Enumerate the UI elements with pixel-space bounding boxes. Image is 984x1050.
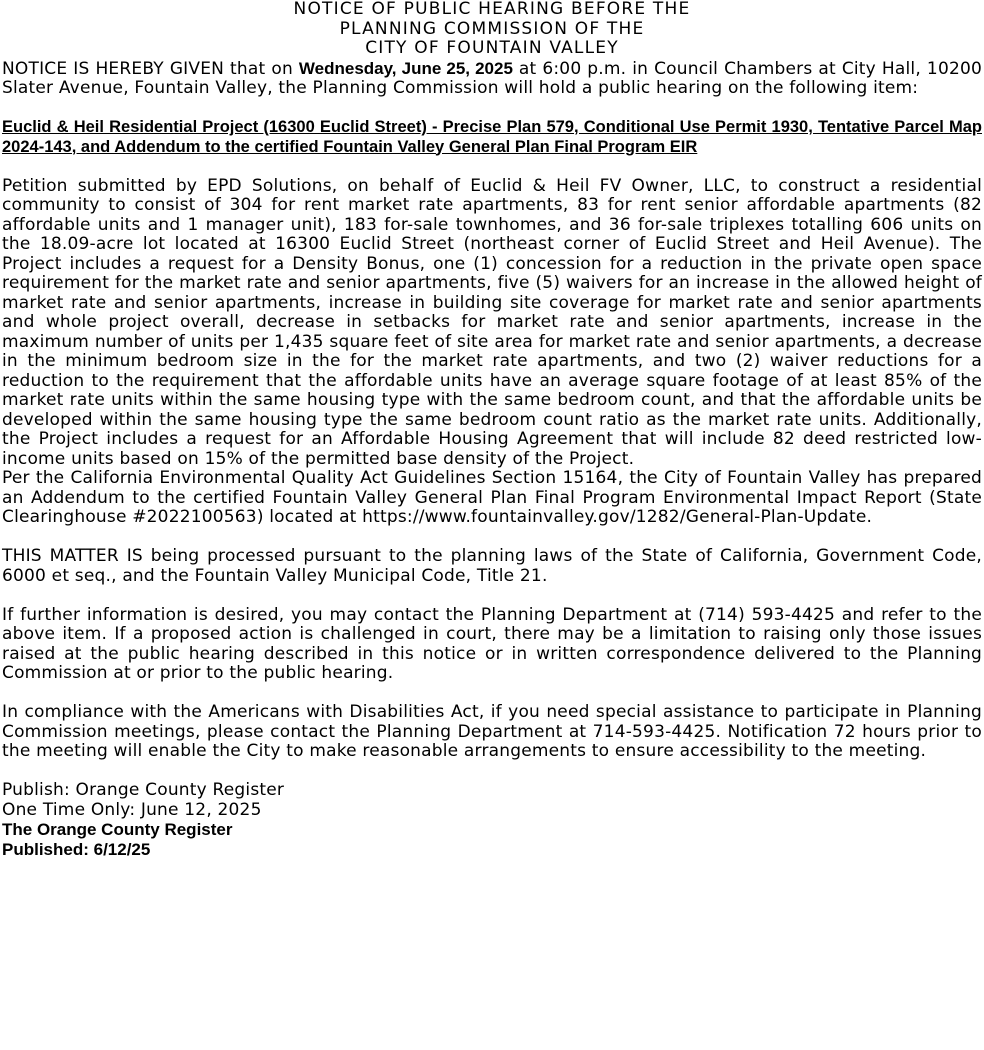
footer bbox=[2, 781, 982, 859]
notice-title-line-3: CITY OF FOUNTAIN VALLEY bbox=[365, 38, 619, 58]
notice-title-line-2: PLANNING COMMISSION OF THE bbox=[339, 18, 645, 39]
one-time-line: One Time Only: June 12, 2025 bbox=[2, 799, 262, 820]
ceqa-paragraph: Per the California Environmental Quality Act Guidelines Section 15164, the City of Fountain Valley has prepared an Addendum to the certified Fountain Valley General Plan Final Program Environmental Impact Report (State Clearinghouse #2022100563) located at https://www.fountainvalley.gov/1282/General-Plan-Update. bbox=[2, 468, 982, 527]
hearing-date: Wednesday, June 25, 2025 bbox=[298, 58, 513, 78]
publication-name: The Orange County Register bbox=[2, 820, 233, 839]
project-title: Euclid & Heil Residential Project (16300 Euclid Street) - Precise Plan 579, Conditional Use Permit 1930, Tentative Parcel Map 2024-143, and Addendum to the certified Fountain Valley General Plan Final Program EIR bbox=[2, 118, 982, 156]
notice-title-line-1: NOTICE OF PUBLIC HEARING BEFORE THE bbox=[293, 0, 691, 19]
matter-paragraph: THIS MATTER IS being processed pursuant to the planning laws of the State of California, Government Code, 6000 et seq., and the Fountain Valley Municipal Code, Title 21. bbox=[2, 546, 982, 586]
contact-paragraph: If further information is desired, you may contact the Planning Department at (714) 593-4425 and refer to the above item. If a proposed action is challenged in court, there may be a limitation to raising only those issues raised at the public hearing described in this notice or in written correspondence delivered to the Planning Commission at or prior to the public hearing. bbox=[2, 604, 982, 683]
ada-paragraph: In compliance with the Americans with Disabilities Act, if you need special assistance to participate in Planning Commission meetings, please contact the Planning Department at 714-593-4425. Notification 72 hours prior to the meeting will enable the City to make reasonable arrangements to ensure accessibility to the meeting. bbox=[2, 702, 982, 761]
petition-paragraph: Petition submitted by EPD Solutions, on behalf of Euclid & Heil FV Owner, LLC, to construct a residential community to consist of 304 for rent market rate apartments, 83 for rent senior affordable apartments (82 affordable units and 1 manager unit), 183 for-sale townhomes, and 36 for-sale triplexes totalling 606 units on the 18.09-acre lot located at 16300 Euclid Street (northeast corner of Euclid Street and Heil Avenue). The Project includes a request for a Density Bonus, one (1) concession for a reduction in the private open space requirement for the market rate and senior apartments, five (5) waivers for an increase in the allowed height of market rate and senior apartments, increase in building site coverage for market rate and senior apartments and whole project overall, decrease in setbacks for market rate and senior apartments, increase in the maximum number of units per 1,435 square feet of site area for market rate and senior apartments, a decrease in the minimum bedroom size in the for the market rate apartments, and two (2) waiver reductions for a reduction to the requirement that the affordable units have an average square footage of at least 85% of the market rate units within the same housing type with the same bedroom count, and that the affordable units be developed within the same housing type the same bedroom count ratio as the market rate units. Additionally, the Project includes a request for an Affordable Housing Agreement that will include 82 deed restricted low-income units based on 15% of the permitted base density of the Project. bbox=[2, 175, 982, 469]
intro-paragraph bbox=[2, 59, 982, 99]
intro-lead: NOTICE IS HEREBY GIVEN that on bbox=[2, 58, 299, 79]
intro-rest: at 6:00 p.m. in Council Chambers at City Hall, 10200 Slater Avenue, Fountain Valley, the Planning Commission will hold a public hearing on the following item: bbox=[2, 58, 983, 98]
publish-line: Publish: Orange County Register bbox=[2, 780, 285, 800]
published-date: Published: 6/12/25 bbox=[2, 839, 151, 859]
